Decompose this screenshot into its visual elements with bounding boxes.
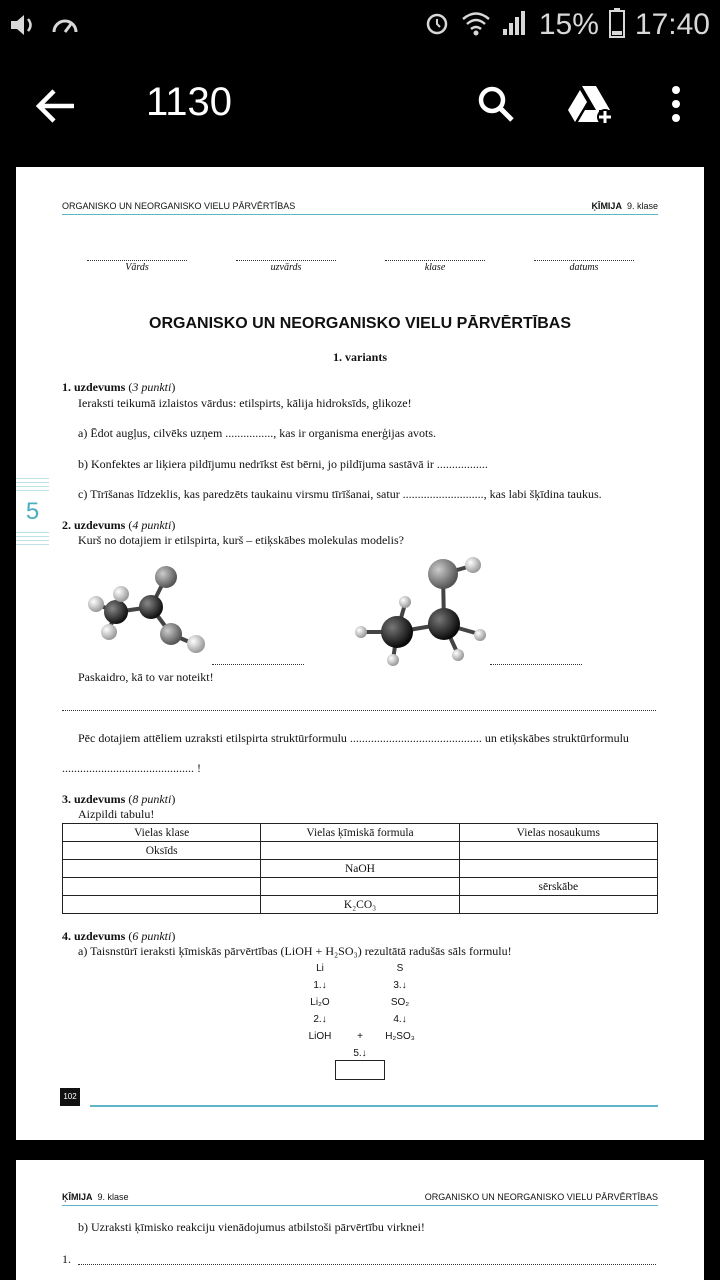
scheme-arrow: 3.↓ bbox=[393, 980, 407, 991]
table-cell: K₂CO₃ bbox=[261, 896, 459, 914]
task2-question: Kurš no dotajiem ir etilspirta, kurš – etiķskābes molekulas modelis? bbox=[78, 533, 404, 547]
task4-heading: 4. uzdevums (6 punkti) bbox=[62, 929, 176, 943]
page-header bbox=[62, 201, 658, 215]
answer-line-molecule-2[interactable] bbox=[490, 664, 582, 665]
ethanol-molecule-image bbox=[349, 552, 494, 670]
battery-icon bbox=[609, 8, 625, 43]
task1-b: b) Konfektes ar liķiera pildījumu nedrīkst ēst bērni, jo pildījuma sastāvā ir ................. bbox=[78, 457, 488, 471]
page-number: 102 bbox=[60, 1088, 80, 1106]
task1-c: c) Tīrīšanas līdzeklis, kas paredzēts taukainu virsmu tīrīšanai, satur ..........................., kas labi šķīdina taukus. bbox=[78, 487, 602, 501]
status-bar bbox=[0, 0, 720, 50]
table-row bbox=[63, 878, 658, 896]
salt-formula-box[interactable] bbox=[335, 1060, 385, 1080]
class-field[interactable]: klase bbox=[385, 260, 485, 273]
table-cell[interactable] bbox=[459, 896, 657, 914]
table-row bbox=[63, 860, 658, 878]
wifi-icon bbox=[461, 9, 491, 42]
document-title: 1130 bbox=[146, 80, 233, 124]
speed-icon bbox=[50, 10, 80, 45]
scheme-arrow-5: 5.↓ bbox=[353, 1048, 367, 1059]
scheme-left-column bbox=[300, 963, 340, 1048]
scheme-item: S bbox=[396, 963, 404, 974]
signal-icon bbox=[501, 9, 529, 42]
table-cell[interactable] bbox=[63, 878, 261, 896]
page2-header bbox=[62, 1192, 658, 1206]
surname-field[interactable]: uzvārds bbox=[236, 260, 336, 273]
volume-icon bbox=[8, 10, 38, 45]
task2-formula-line-b: ............................................ ! bbox=[62, 761, 201, 775]
page-title: ORGANISKO UN NEORGANISKO VIELU PĀRVĒRTĪBAS bbox=[149, 315, 571, 332]
page2-header-right: ORGANISKO UN NEORGANISKO VIELU PĀRVĒRTĪBAS bbox=[424, 1192, 658, 1202]
table-header-row bbox=[63, 824, 658, 842]
task4-b: b) Uzraksti ķīmisko reakciju vienādojumus atbilstoši pārvērtību virknei! bbox=[78, 1220, 425, 1234]
table-header: Vielas nosaukums bbox=[459, 824, 657, 842]
answer-line-molecule-1[interactable] bbox=[212, 664, 304, 665]
table-cell[interactable] bbox=[261, 842, 459, 860]
drive-add-icon[interactable] bbox=[568, 84, 616, 131]
task1-heading: 1. uzdevums (3 punkti) bbox=[62, 380, 176, 394]
scheme-right-column bbox=[378, 963, 422, 1048]
table-cell: NaOH bbox=[261, 860, 459, 878]
table-header: Vielas ķīmiskā formula bbox=[261, 824, 459, 842]
scheme-item: SO₂ bbox=[390, 997, 410, 1008]
scheme-item: Li₂O bbox=[310, 997, 330, 1008]
battery-percent: 15% bbox=[538, 8, 599, 41]
scheme-item: H₂SO₃ bbox=[385, 1031, 415, 1042]
table-cell[interactable] bbox=[261, 878, 459, 896]
substances-table bbox=[62, 823, 658, 914]
name-field[interactable]: Vārds bbox=[87, 260, 187, 273]
equation-line-label: 1. bbox=[62, 1252, 71, 1266]
scheme-item: Li bbox=[316, 963, 324, 974]
app-bar bbox=[0, 50, 720, 165]
table-cell[interactable] bbox=[63, 860, 261, 878]
task1-instruction: Ieraksti teikumā izlaistos vārdus: etilspirts, kālija hidroksīds, glikoze! bbox=[78, 396, 412, 410]
task2-formula-line-a: Pēc dotajiem attēliem uzraksti etilspirta struktūrformulu ............................................ un etiķskābes struktūrformulu bbox=[78, 731, 629, 745]
variant-label: 1. variants bbox=[333, 350, 387, 364]
task3-instruction: Aizpildi tabulu! bbox=[78, 807, 155, 821]
table-cell[interactable] bbox=[459, 860, 657, 878]
equation-line-1[interactable] bbox=[78, 1264, 656, 1265]
more-vert-icon[interactable] bbox=[670, 84, 682, 129]
task1-a: a) Ēdot augļus, cilvēks uzņem ................, kas ir organisma enerģijas avots. bbox=[78, 426, 437, 440]
clock: 17:40 bbox=[634, 8, 710, 41]
task3-heading: 3. uzdevums (8 punkti) bbox=[62, 792, 176, 806]
scheme-plus: + bbox=[357, 1031, 363, 1042]
document-page bbox=[16, 167, 704, 1140]
chapter-tab bbox=[16, 478, 49, 546]
table-row bbox=[63, 842, 658, 860]
scheme-arrow: 2.↓ bbox=[313, 1014, 327, 1025]
table-cell[interactable] bbox=[459, 842, 657, 860]
date-field[interactable]: datums bbox=[534, 260, 634, 273]
footer-divider bbox=[90, 1105, 658, 1107]
header-left: ORGANISKO UN NEORGANISKO VIELU PĀRVĒRTĪBAS bbox=[62, 201, 296, 211]
task2-heading: 2. uzdevums (4 punkti) bbox=[62, 518, 176, 532]
scheme-arrow: 1.↓ bbox=[313, 980, 327, 991]
chapter-number: 5 bbox=[16, 496, 49, 528]
table-header: Vielas klase bbox=[63, 824, 261, 842]
alarm-icon bbox=[423, 9, 451, 42]
table-cell: Oksīds bbox=[63, 842, 261, 860]
search-icon[interactable] bbox=[476, 84, 516, 129]
table-cell: sērskābe bbox=[459, 878, 657, 896]
back-arrow-icon[interactable] bbox=[34, 86, 78, 126]
scheme-arrow: 4.↓ bbox=[393, 1014, 407, 1025]
header-right: ĶĪMIJA 9. klase bbox=[591, 201, 658, 211]
task4-a: a) Taisnstūrī ieraksti ķīmiskās pārvērtības (LiOH + H₂SO₃) rezultātā radušās sāls formulu! bbox=[78, 944, 512, 958]
document-page-2 bbox=[16, 1160, 704, 1280]
task2-explain: Paskaidro, kā to var noteikt! bbox=[78, 670, 214, 684]
table-cell[interactable] bbox=[63, 896, 261, 914]
acetic-acid-molecule-image bbox=[76, 562, 211, 662]
table-row bbox=[63, 896, 658, 914]
page2-header-left: ĶĪMIJA 9. klase bbox=[62, 1192, 129, 1202]
scheme-item: LiOH bbox=[308, 1031, 332, 1042]
answer-line-explain[interactable] bbox=[62, 710, 656, 711]
